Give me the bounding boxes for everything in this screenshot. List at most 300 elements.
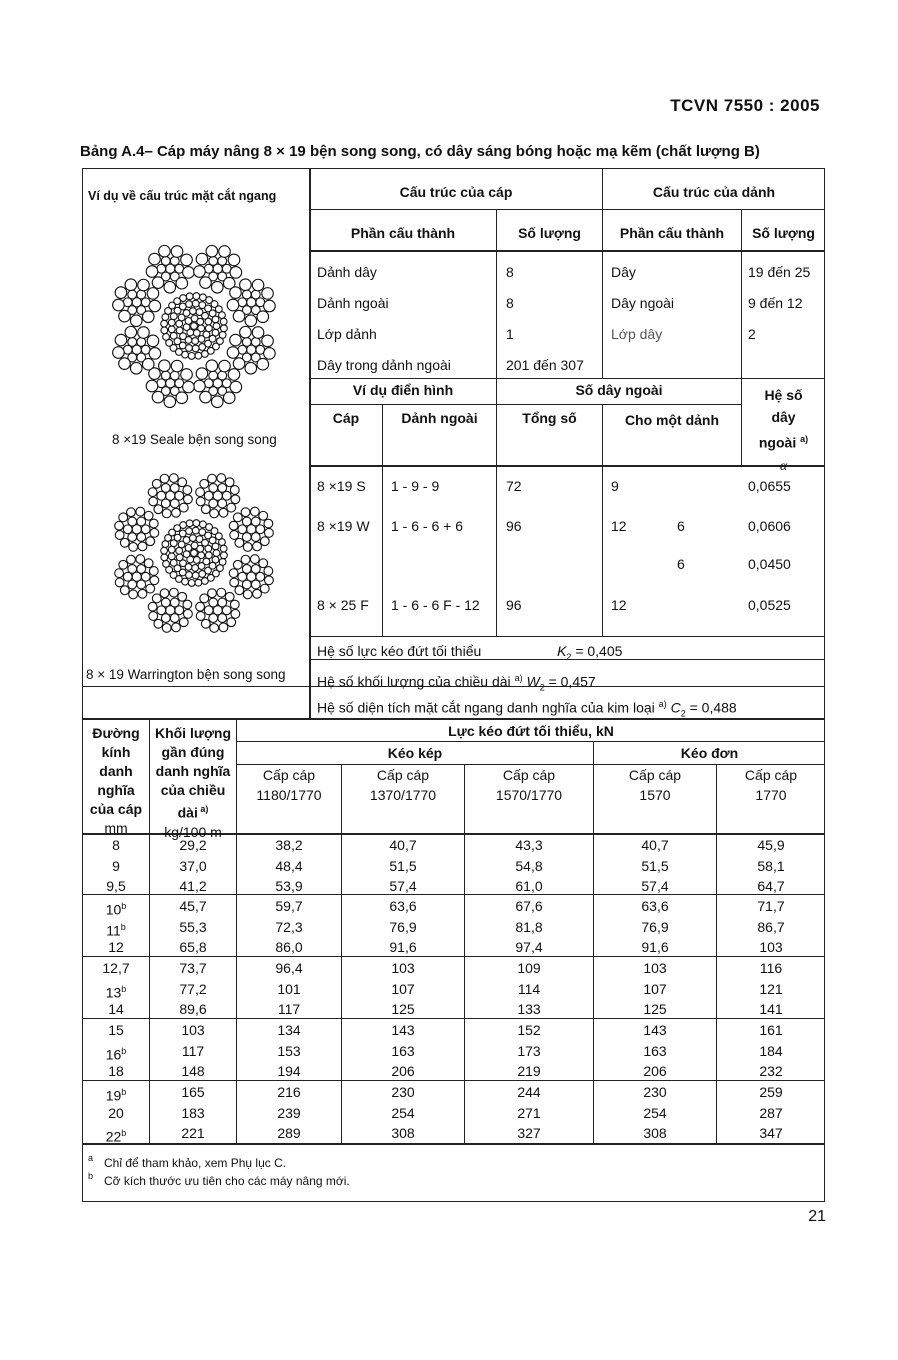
c2-symbol: C xyxy=(670,699,681,716)
component-cell: Dây trong dảnh ngoài xyxy=(317,357,451,373)
wire-circle xyxy=(149,519,158,528)
grid-line-v xyxy=(716,764,717,1143)
wire-circle xyxy=(115,569,124,578)
wire-circle xyxy=(150,528,159,537)
wire-circle xyxy=(262,288,274,300)
wire-circle xyxy=(168,319,175,326)
force-cell: 67,6 xyxy=(515,898,543,914)
wire-circle xyxy=(186,301,193,308)
strand-structure-header: Cấu trúc của dảnh xyxy=(652,184,776,200)
wire-circle xyxy=(193,557,200,564)
wire-circle xyxy=(220,318,227,325)
wire-circle xyxy=(125,326,137,338)
wire-circle xyxy=(218,484,227,493)
k2-text: Hệ số lực kéo đứt tối thiểu xyxy=(317,643,482,659)
force-cell: 254 xyxy=(643,1104,667,1121)
wire-circle xyxy=(206,245,218,257)
force-cell: 38,2 xyxy=(275,837,303,853)
wire-circle xyxy=(198,336,205,343)
wire-circle xyxy=(243,590,252,599)
diameter-cell xyxy=(86,837,146,853)
wire-circle xyxy=(229,521,238,530)
force-cell: 97,4 xyxy=(515,939,543,955)
grade-value: 1570/1770 xyxy=(495,787,563,803)
wire-circle xyxy=(115,531,124,540)
example-per-strand-cell: 9 xyxy=(611,478,619,494)
wire-circle xyxy=(170,257,179,266)
wire-circle xyxy=(183,537,190,544)
wire-circle xyxy=(230,267,242,279)
wire-circle xyxy=(176,327,183,334)
wire-circle xyxy=(138,279,150,291)
wire-circle xyxy=(113,347,125,359)
grid-line-h xyxy=(309,404,741,405)
wire-circle xyxy=(191,550,198,557)
example-per-strand-2-cell: 6 xyxy=(677,556,685,572)
quantity-header-2: Số lượng xyxy=(752,225,815,241)
force-cell: 271 xyxy=(517,1104,541,1121)
force-cell: 287 xyxy=(759,1104,783,1121)
force-cell: 148 xyxy=(181,1063,205,1079)
wire-circle xyxy=(217,588,226,597)
wire-circle xyxy=(146,537,155,546)
force-cell: 40,7 xyxy=(641,837,669,853)
force-cell: 103 xyxy=(181,1022,205,1038)
wire-circle xyxy=(164,396,176,408)
force-cell: 308 xyxy=(391,1125,415,1141)
wire-circle xyxy=(162,624,171,633)
quantity-cell: 1 xyxy=(506,326,514,342)
force-cell: 230 xyxy=(391,1084,415,1100)
wire-circle xyxy=(146,266,158,278)
diameter-value: 18 xyxy=(108,1063,124,1079)
wire-circle xyxy=(211,281,223,293)
force-cell: 114 xyxy=(517,980,541,997)
wire-circle xyxy=(230,381,242,393)
force-cell: 163 xyxy=(391,1042,415,1059)
wire-circle xyxy=(212,543,219,550)
wire-circle xyxy=(119,310,131,322)
force-cell: 43,3 xyxy=(515,837,543,853)
outer-strand-col-header: Dảnh ngoài xyxy=(401,410,478,426)
diameter-value: 11 xyxy=(106,922,121,939)
wire-circle xyxy=(183,267,195,279)
wire-circle xyxy=(147,335,159,347)
wire-circle xyxy=(178,478,187,487)
wire-circle xyxy=(218,598,227,607)
wire-circle xyxy=(196,497,205,506)
wire-circle xyxy=(211,396,223,408)
wire-circle xyxy=(235,538,244,547)
wire-circle xyxy=(208,474,217,483)
wire-circle xyxy=(251,565,260,574)
wire-circle xyxy=(180,295,187,302)
wire-circle xyxy=(152,277,164,289)
wire-circle xyxy=(192,572,199,579)
wire-circle xyxy=(195,579,202,586)
force-cell: 29,2 xyxy=(179,837,207,853)
wire-circle xyxy=(178,592,187,601)
single-pull-header: Kéo đơn xyxy=(680,745,739,761)
force-cell: 163 xyxy=(643,1042,667,1059)
example-alpha-cell: 0,0450 xyxy=(748,556,791,572)
diameter-value: 22 xyxy=(105,1128,122,1145)
wire-circle xyxy=(253,542,262,551)
wire-circle xyxy=(210,624,219,633)
force-cell: 76,9 xyxy=(389,918,417,935)
total-col-header: Tổng số xyxy=(522,410,577,426)
force-cell: 103 xyxy=(643,960,667,976)
force-cell: 41,2 xyxy=(179,878,207,894)
wire-circle xyxy=(227,347,239,359)
example-strand-cell: 1 - 9 - 9 xyxy=(391,478,440,494)
wire-circle xyxy=(251,533,260,542)
wire-circle xyxy=(148,602,157,611)
wire-circle xyxy=(213,550,220,557)
wire-circle xyxy=(233,310,245,322)
wire-circle xyxy=(160,589,169,598)
wire-circle xyxy=(115,334,127,346)
w2-sup: a) xyxy=(514,673,523,683)
wire-circle xyxy=(196,602,205,611)
force-cell: 64,7 xyxy=(757,878,785,894)
wire-circle xyxy=(194,380,206,392)
mass-header-line: kg/100 m xyxy=(164,823,222,840)
wire-circle xyxy=(144,511,153,520)
grid-line-v xyxy=(602,404,603,636)
wire-circle xyxy=(161,598,170,607)
force-cell: 133 xyxy=(517,1001,541,1017)
seale-caption: 8 ×19 Seale bện song song xyxy=(112,432,277,447)
grid-line-h xyxy=(309,250,825,252)
force-cell: 63,6 xyxy=(641,898,669,914)
wire-circle xyxy=(113,299,125,311)
wire-circle xyxy=(159,245,171,257)
per-strand-col-header: Cho một dảnh xyxy=(624,412,720,428)
wire-circle xyxy=(199,344,206,351)
factor-line-3: ngoài xyxy=(758,434,797,451)
example-total-cell: 72 xyxy=(506,478,522,494)
wire-circle xyxy=(152,594,161,603)
wire-circle xyxy=(179,618,188,627)
wire-circle xyxy=(170,332,177,339)
wire-circle xyxy=(230,334,242,346)
wire-circle xyxy=(149,348,161,360)
wire-circle xyxy=(207,347,214,354)
wire-circle xyxy=(147,288,159,300)
wire-circle xyxy=(172,508,181,517)
grid-line-h xyxy=(82,1018,825,1019)
wire-circle xyxy=(191,323,198,330)
grade-value: 1770 xyxy=(755,787,787,803)
wire-circle xyxy=(240,326,252,338)
wire-circle xyxy=(170,598,179,607)
wire-circle xyxy=(200,391,212,403)
diameter-preferred-mark: b xyxy=(121,983,127,994)
wire-circle xyxy=(171,360,183,372)
wire-circle xyxy=(128,290,137,299)
diameter-cell xyxy=(86,1043,146,1063)
diameter-header-line: kính xyxy=(101,744,131,760)
diameter-value: 9 xyxy=(112,857,120,874)
wire-circle xyxy=(186,528,193,535)
strand-component-cell: Dây xyxy=(611,264,636,280)
footnote-mark: a xyxy=(88,1153,94,1163)
force-cell: 59,7 xyxy=(275,898,303,914)
diameter-value: 20 xyxy=(108,1104,124,1121)
force-cell: 57,4 xyxy=(641,878,669,894)
wire-circle xyxy=(229,569,238,578)
wire-circle xyxy=(221,325,228,332)
wire-circle xyxy=(264,300,276,312)
force-cell: 55,3 xyxy=(179,918,207,935)
wire-circle xyxy=(230,578,239,587)
wire-circle xyxy=(150,576,159,585)
force-cell: 53,9 xyxy=(275,878,303,894)
wire-circle xyxy=(245,362,257,374)
strand-quantity-cell: 9 đến 12 xyxy=(748,295,803,311)
diameter-value: 9,5 xyxy=(106,878,126,894)
wire-circle xyxy=(192,527,199,534)
wire-circle xyxy=(260,584,269,593)
wire-circle xyxy=(192,345,199,352)
wire-circle xyxy=(197,318,204,325)
force-cell: 173 xyxy=(517,1042,541,1059)
wire-circle xyxy=(168,553,175,560)
wire-circle xyxy=(183,310,190,317)
diameter-header-line: nghĩa xyxy=(97,782,135,798)
diameter-preferred-mark: b xyxy=(121,1087,127,1097)
wire-circle xyxy=(149,253,161,265)
wire-circle xyxy=(159,360,171,372)
force-cell: 125 xyxy=(391,1001,415,1017)
wire-circle xyxy=(192,300,199,307)
wire-circle xyxy=(253,589,262,598)
wire-circle xyxy=(183,600,192,609)
wire-circle xyxy=(163,560,170,567)
force-cell: 206 xyxy=(391,1063,415,1079)
force-cell: 141 xyxy=(759,1001,783,1017)
diameter-value: 16 xyxy=(105,1046,122,1063)
diameter-cell xyxy=(86,1105,146,1121)
wire-circle xyxy=(144,559,153,568)
wire-circle xyxy=(240,279,252,291)
grade-label: Cấp cáp xyxy=(262,767,316,783)
quantity-header-1: Số lượng xyxy=(518,225,581,241)
wire-circle xyxy=(115,521,124,530)
wire-circle xyxy=(136,555,145,564)
wire-circle xyxy=(250,507,259,516)
typical-example-header: Ví dụ điển hình xyxy=(352,382,454,398)
example-per-strand-cell: 12 xyxy=(611,597,627,613)
wire-circle xyxy=(149,300,161,312)
wire-circle xyxy=(146,380,158,392)
force-cell: 37,0 xyxy=(179,857,207,874)
force-cell: 327 xyxy=(517,1125,541,1141)
wire-circle xyxy=(192,338,199,345)
force-cell: 254 xyxy=(391,1104,415,1121)
force-cell: 230 xyxy=(643,1084,667,1100)
force-cell: 194 xyxy=(277,1063,301,1079)
wire-circle xyxy=(193,520,200,527)
example-alpha-cell: 0,0606 xyxy=(748,518,791,534)
strand-quantity-cell: 2 xyxy=(748,326,756,342)
force-cell: 48,4 xyxy=(275,857,303,874)
wire-circle xyxy=(190,535,197,542)
wire-circle xyxy=(170,371,179,380)
wire-circle xyxy=(137,517,146,526)
wire-circle xyxy=(262,335,274,347)
wire-circle xyxy=(205,318,212,325)
wire-circle xyxy=(205,552,212,559)
wire-circle xyxy=(251,338,260,347)
force-cell: 57,4 xyxy=(389,878,417,894)
wire-circle xyxy=(199,571,206,578)
warrington-rope-diagram xyxy=(96,455,292,651)
force-cell: 76,9 xyxy=(641,918,669,935)
force-cell: 96,4 xyxy=(275,960,303,976)
force-cell: 51,5 xyxy=(389,857,417,874)
wire-circle xyxy=(176,554,183,561)
k2-sub: 2 xyxy=(566,651,572,662)
wire-circle xyxy=(130,362,142,374)
wire-circle xyxy=(219,246,231,258)
diameter-value: 15 xyxy=(108,1022,124,1038)
diameter-preferred-mark: b xyxy=(120,921,126,932)
wire-circle xyxy=(233,358,245,370)
wire-circle xyxy=(260,537,269,546)
wire-circle xyxy=(230,531,239,540)
wire-circle xyxy=(207,574,214,581)
diameter-cell xyxy=(86,1063,146,1079)
k2-factor xyxy=(317,643,622,665)
force-cell: 125 xyxy=(643,1001,667,1017)
wire-circle xyxy=(252,327,264,339)
force-cell: 45,7 xyxy=(179,898,207,914)
wire-circle xyxy=(137,533,146,542)
wire-circle xyxy=(161,327,168,334)
wire-circle xyxy=(227,618,236,627)
grid-line-h xyxy=(309,209,825,210)
wire-circle xyxy=(227,503,236,512)
force-cell: 347 xyxy=(759,1125,783,1141)
force-cell: 153 xyxy=(277,1042,301,1059)
force-cell: 117 xyxy=(277,1001,301,1017)
wire-circle xyxy=(218,371,227,380)
diameter-cell xyxy=(86,939,146,955)
wire-circle xyxy=(129,543,138,552)
force-cell: 289 xyxy=(277,1125,301,1141)
wire-circle xyxy=(148,488,157,497)
example-cable-cell: 8 × 25 F xyxy=(317,597,369,613)
wire-circle xyxy=(210,509,219,518)
grade-label: Cấp cáp xyxy=(376,767,430,783)
diameter-cell xyxy=(86,1022,146,1038)
wire-circle xyxy=(227,299,239,311)
diameter-cell xyxy=(86,1001,146,1017)
wire-circle xyxy=(152,391,164,403)
mass-header-sup: a) xyxy=(197,804,209,814)
grid-line-v xyxy=(341,764,342,1143)
wire-circle xyxy=(115,578,124,587)
force-cell: 40,7 xyxy=(389,837,417,853)
force-cell: 239 xyxy=(277,1104,301,1121)
force-cell: 89,6 xyxy=(179,1001,207,1017)
grade-label: Cấp cáp xyxy=(744,767,798,783)
wire-circle xyxy=(228,254,240,266)
grid-line-h xyxy=(309,378,825,379)
wire-circle xyxy=(168,326,175,333)
force-cell: 81,8 xyxy=(515,918,543,935)
grid-line-v xyxy=(593,764,594,1143)
mass-header-line: gần đúng xyxy=(161,744,225,760)
wire-circle xyxy=(161,547,168,554)
wire-circle xyxy=(264,519,273,528)
grade-value: 1570 xyxy=(639,787,671,803)
wire-circle xyxy=(168,546,175,553)
wire-circle xyxy=(162,509,171,518)
wire-circle xyxy=(233,560,242,569)
wire-circle xyxy=(170,499,179,508)
wire-circle xyxy=(184,495,193,504)
grid-line-v xyxy=(464,764,465,1143)
wire-circle xyxy=(163,333,170,340)
wire-circle xyxy=(188,580,195,587)
warrington-caption: 8 × 19 Warrington bện song song xyxy=(86,667,286,682)
wire-circle xyxy=(125,279,137,291)
force-cell: 72,3 xyxy=(275,918,303,935)
wire-circle xyxy=(200,277,212,289)
force-cell: 65,8 xyxy=(179,939,207,955)
footnote-mark: b xyxy=(88,1171,94,1181)
force-cell: 143 xyxy=(643,1022,667,1038)
wire-circle xyxy=(119,513,128,522)
wire-circle xyxy=(149,567,158,576)
wire-circle xyxy=(218,614,227,623)
example-strand-cell: 1 - 6 - 6 + 6 xyxy=(391,518,463,534)
force-cell: 134 xyxy=(277,1022,301,1038)
mass-header-line: danh nghĩa xyxy=(155,763,231,779)
wire-circle xyxy=(205,325,212,332)
c2-sup: a) xyxy=(658,699,667,709)
diameter-value: 14 xyxy=(108,1001,124,1017)
wire-circle xyxy=(257,311,269,323)
wire-circle xyxy=(115,287,127,299)
grid-line-h xyxy=(82,1080,825,1081)
force-cell: 54,8 xyxy=(515,857,543,874)
wire-circle xyxy=(129,590,138,599)
factor-line-1: Hệ số xyxy=(764,387,803,403)
example-total-cell: 96 xyxy=(506,597,522,613)
wire-circle xyxy=(209,335,216,342)
example-cable-cell: 8 ×19 S xyxy=(317,478,366,494)
wire-circle xyxy=(196,488,205,497)
force-cell: 71,7 xyxy=(757,898,785,914)
force-cell: 183 xyxy=(181,1104,205,1121)
mass-header-line: Khối lượng xyxy=(154,725,232,741)
wire-circle xyxy=(186,293,193,300)
page-number: 21 xyxy=(808,1208,826,1225)
wire-circle xyxy=(219,539,226,546)
diameter-header-line: Đường xyxy=(92,725,140,741)
wire-circle xyxy=(160,474,169,483)
grid-line-h xyxy=(236,764,825,765)
wire-circle xyxy=(212,316,219,323)
outer-wires-header: Số dây ngoài xyxy=(575,382,663,398)
diameter-preferred-mark: b xyxy=(121,1128,127,1138)
force-cell: 86,0 xyxy=(275,939,303,955)
wire-circle xyxy=(196,368,208,380)
